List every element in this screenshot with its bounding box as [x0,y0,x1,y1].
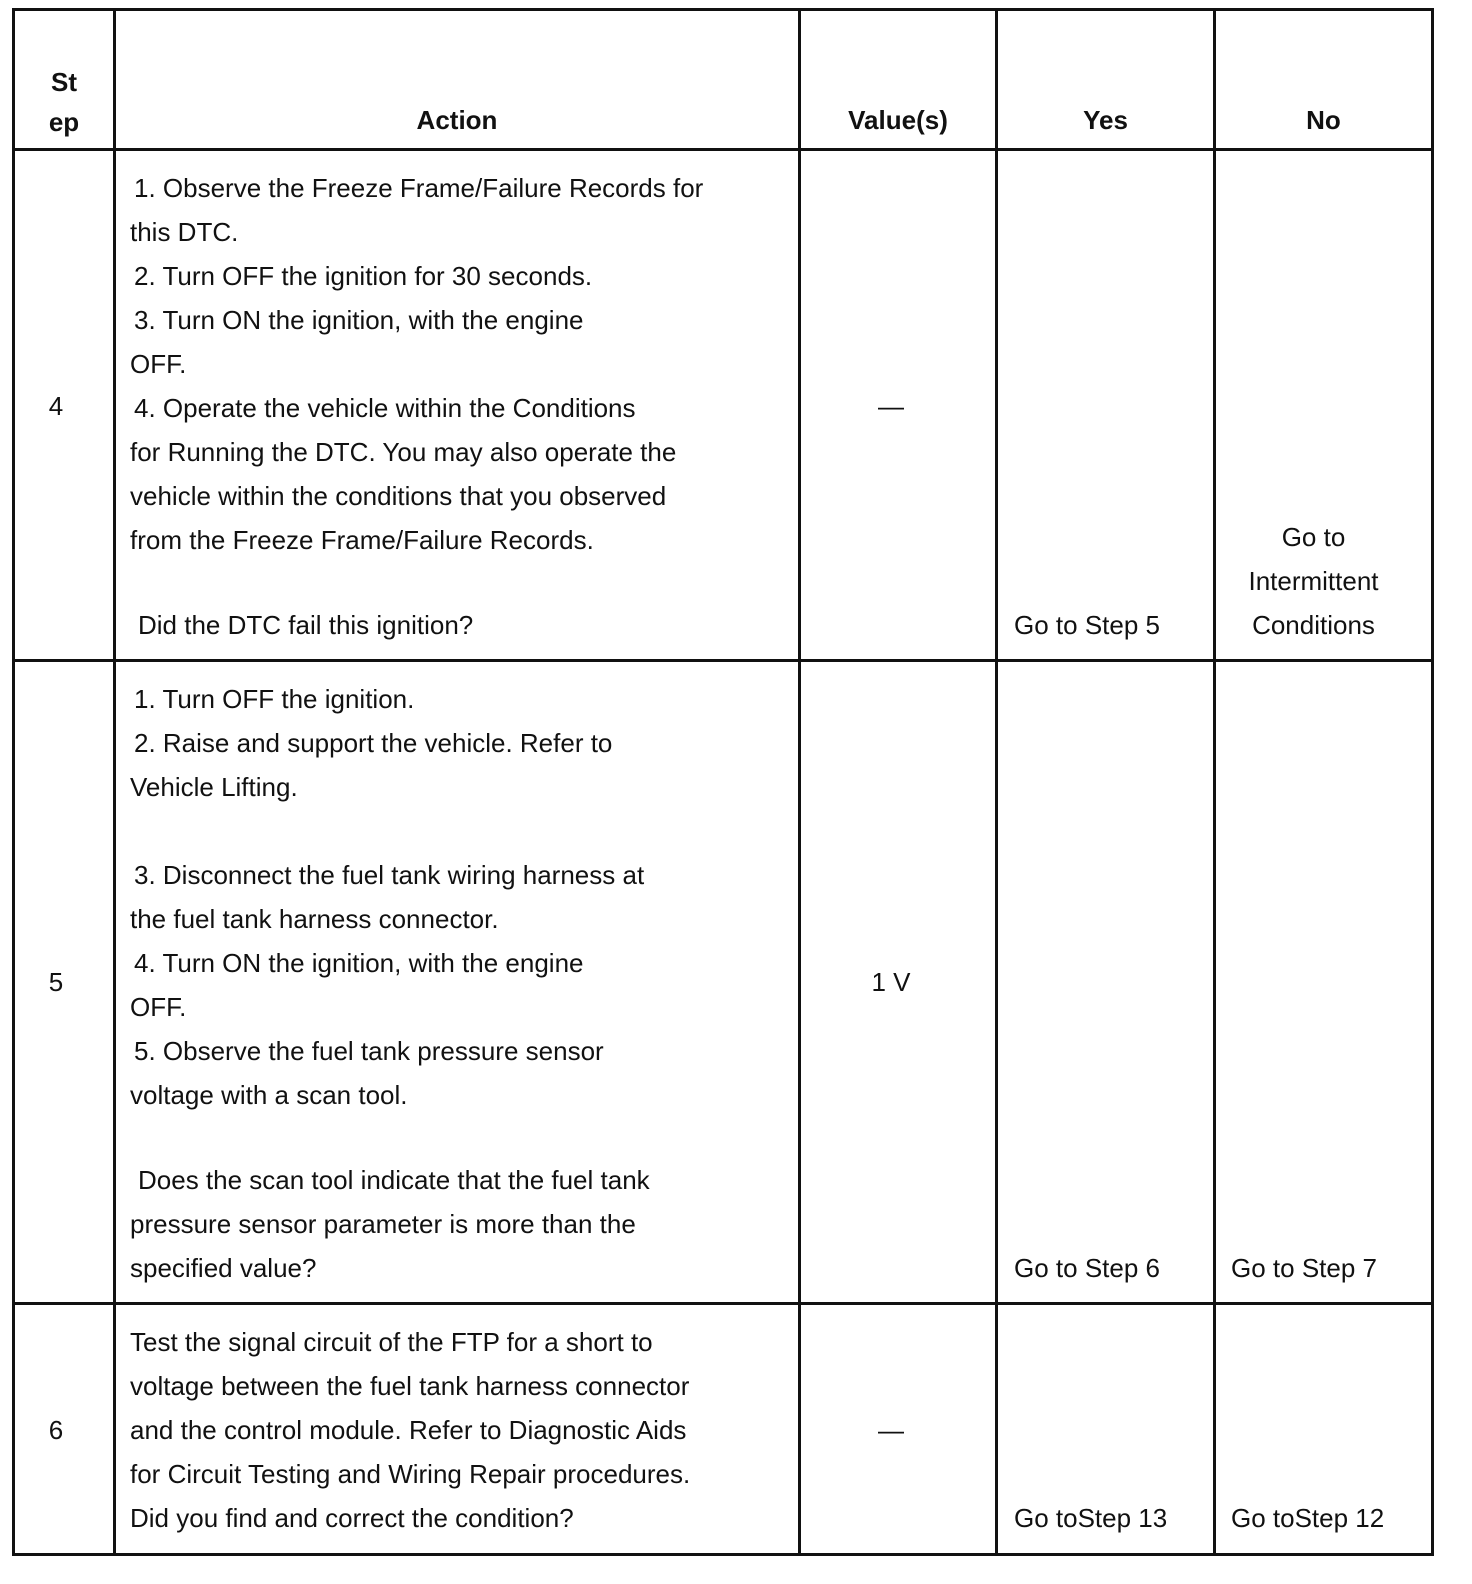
action-line: from the Freeze Frame/Failure Records. [130,525,594,555]
grid-line [1213,8,1216,1556]
no-cell [1216,515,1411,647]
action-line: 4. Turn ON the ignition, with the engine [134,948,584,978]
grid-line [12,8,1434,11]
action-text [130,1320,690,1540]
action-line: this DTC. [130,217,239,247]
question-line: specified value? [130,1253,317,1283]
action-line: vehicle within the conditions that you observed [130,481,667,511]
question-line: Does the scan tool indicate that the fuel tank [138,1165,650,1195]
header-action: Action [416,105,498,135]
header-step [15,60,113,144]
grid-line [12,148,1434,151]
grid-line [12,659,1434,662]
yes-cell: Go toStep 13 [1014,1503,1168,1533]
yes-cell: Go to Step 5 [1014,610,1160,640]
action-line: 2. Raise and support the vehicle. Refer to [134,728,613,758]
no-line: Intermittent [1248,566,1379,596]
action-line: the fuel tank harness connector. [130,904,499,934]
action-line: 3. Disconnect the fuel tank wiring harness at [134,860,645,890]
action-line: 5. Observe the fuel tank pressure sensor [134,1036,604,1066]
header-step-line: ep [48,107,80,137]
question-line: pressure sensor parameter is more than the [130,1209,636,1239]
action-line: Test the signal circuit of the FTP for a short to [130,1327,653,1357]
step-number: 6 [48,1415,64,1445]
action-text [130,677,644,1117]
action-line: for Circuit Testing and Wiring Repair procedures. [130,1459,691,1489]
yes-cell: Go to Step 6 [1014,1253,1160,1283]
grid-line [113,8,116,1556]
grid-line [12,1302,1434,1305]
action-line: 4. Operate the vehicle within the Conditions [134,393,636,423]
grid-line [1431,8,1434,1556]
header-yes: Yes [1083,105,1128,135]
grid-line [798,8,801,1556]
grid-line [12,1553,1434,1556]
action-line: and the control module. Refer to Diagnostic Aids [130,1415,687,1445]
no-cell: Go to Step 7 [1231,1253,1377,1283]
step-number: 5 [48,967,64,997]
header-no: No [1306,105,1341,135]
action-line: 2. Turn OFF the ignition for 30 seconds. [134,261,593,291]
no-line: Go to [1281,522,1346,552]
action-line: voltage with a scan tool. [130,1080,408,1110]
header-values: Value(s) [848,105,948,135]
no-cell: Go toStep 12 [1231,1503,1385,1533]
step-number: 4 [48,391,64,421]
header-step-line: St [51,67,77,97]
no-line: Conditions [1252,610,1375,640]
action-line: OFF. [130,349,187,379]
question-text [130,1158,650,1290]
action-line: Did you find and correct the condition? [130,1503,574,1533]
action-line: OFF. [130,992,187,1022]
action-line: for Running the DTC. You may also operate the [130,437,677,467]
action-line: 1. Turn OFF the ignition. [134,684,415,714]
grid-line [12,8,15,1556]
action-line: 1. Observe the Freeze Frame/Failure Records for [134,173,704,203]
action-text [130,166,703,562]
grid-line [995,8,998,1556]
value-cell: 1 V [871,967,911,997]
question-text: Did the DTC fail this ignition? [138,610,474,640]
value-cell: — [878,391,904,421]
action-line: 3. Turn ON the ignition, with the engine [134,305,584,335]
action-line: Vehicle Lifting. [130,772,298,802]
value-cell: — [878,1415,904,1445]
action-line: voltage between the fuel tank harness connector [130,1371,690,1401]
